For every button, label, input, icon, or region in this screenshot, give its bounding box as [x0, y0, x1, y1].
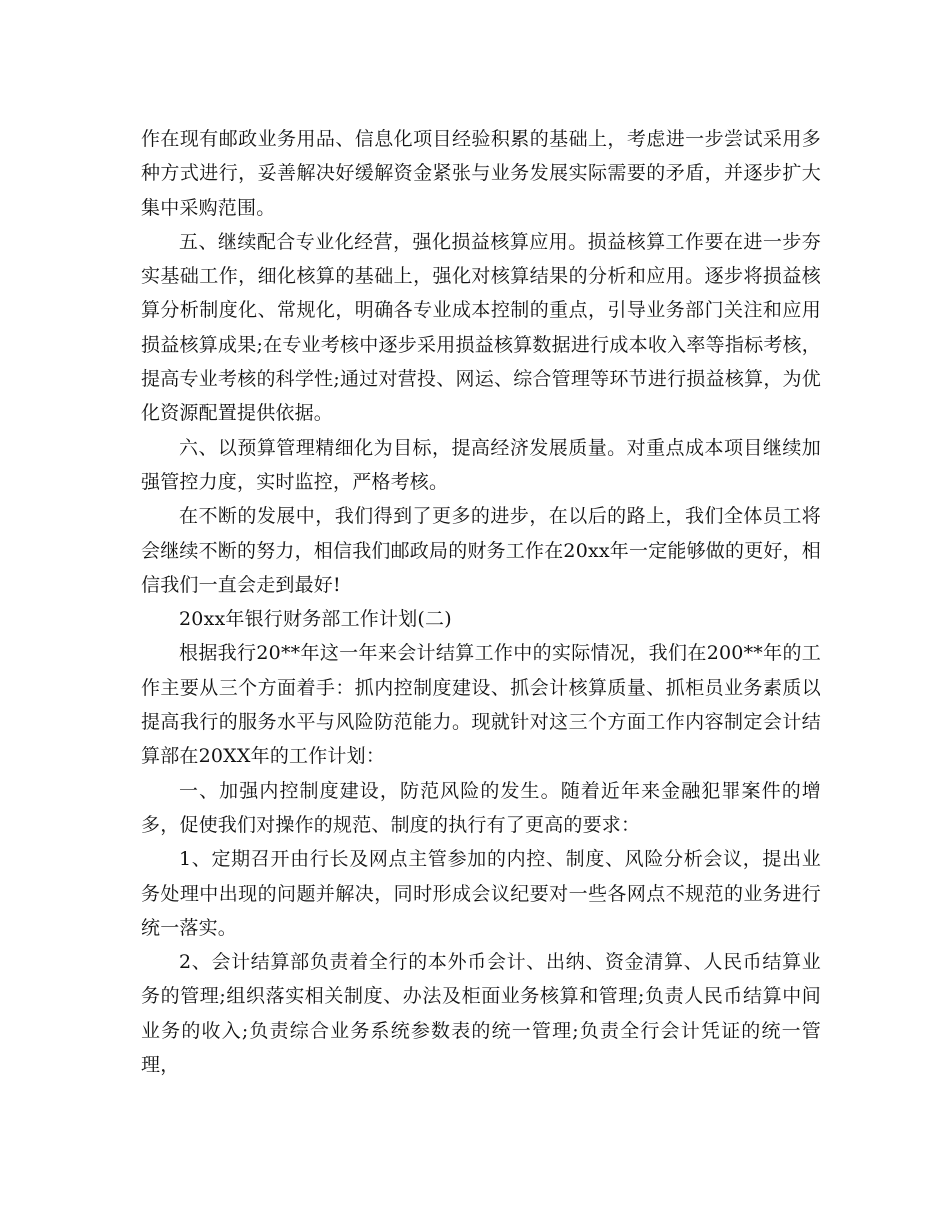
paragraph-item-one: 1、定期召开由行长及网点主管参加的内控、制度、风险分析会议，提出业务处理中出现的问题并解决，同时形成会议纪要对一些各网点不规范的业务进行统一落实。 [141, 848, 821, 939]
paragraph-internal-control: 一、加强内控制度建设，防范风险的发生。随着近年来金融犯罪案件的增多，促使我们对操作的规范、制度的执行有了更高的要求： [141, 779, 821, 836]
document-body [141, 122, 821, 1082]
paragraph-procurement-continuation: 作在现有邮政业务用品、信息化项目经验积累的基础上，考虑进一步尝试采用多种方式进行，妥善解决好缓解资金紧张与业务发展实际需要的矛盾，并逐步扩大集中采购范围。 [141, 128, 821, 219]
paragraph-section-six: 六、以预算管理精细化为目标，提高经济发展质量。对重点成本项目继续加强管控力度，实时监控，严格考核。 [141, 436, 821, 493]
paragraph-section-five: 五、继续配合专业化经营，强化损益核算应用。损益核算工作要在进一步夯实基础工作，细化核算的基础上，强化对核算结果的分析和应用。逐步将损益核算分析制度化、常规化，明确各专业成本控制的重点，引导业务部门关注和应用损益核算成果;在专业考核中逐步采用损益核算数据进行成本收入率等指标考核，提高专业考核的科学性;通过对营投、网运、综合管理等环节进行损益核算，为优化资源配置提供依据。 [141, 230, 821, 425]
paragraph-plan-intro: 根据我行20**年这一年来会计结算工作中的实际情况，我们在200**年的工作主要从三个方面着手：抓内控制度建设、抓会计核算质量、抓柜员业务素质以提高我行的服务水平与风险防范能力。现就针对这三个方面工作内容制定会计结算部在20XX年的工作计划： [141, 642, 821, 768]
paragraph-item-two: 2、会计结算部负责着全行的本外币会计、出纳、资金清算、人民币结算业务的管理;组织落实相关制度、办法及柜面业务核算和管理;负责人民币结算中间业务的收入;负责综合业务系统参数表的统一管理;负责全行会计凭证的统一管理， [141, 951, 821, 1077]
section-heading-plan-two: 20xx年银行财务部工作计划(二) [179, 608, 452, 631]
paragraph-conclusion: 在不断的发展中，我们得到了更多的进步，在以后的路上，我们全体员工将会继续不断的努力，相信我们邮政局的财务工作在20xx年一定能够做的更好，相信我们一直会走到最好! [141, 505, 822, 596]
